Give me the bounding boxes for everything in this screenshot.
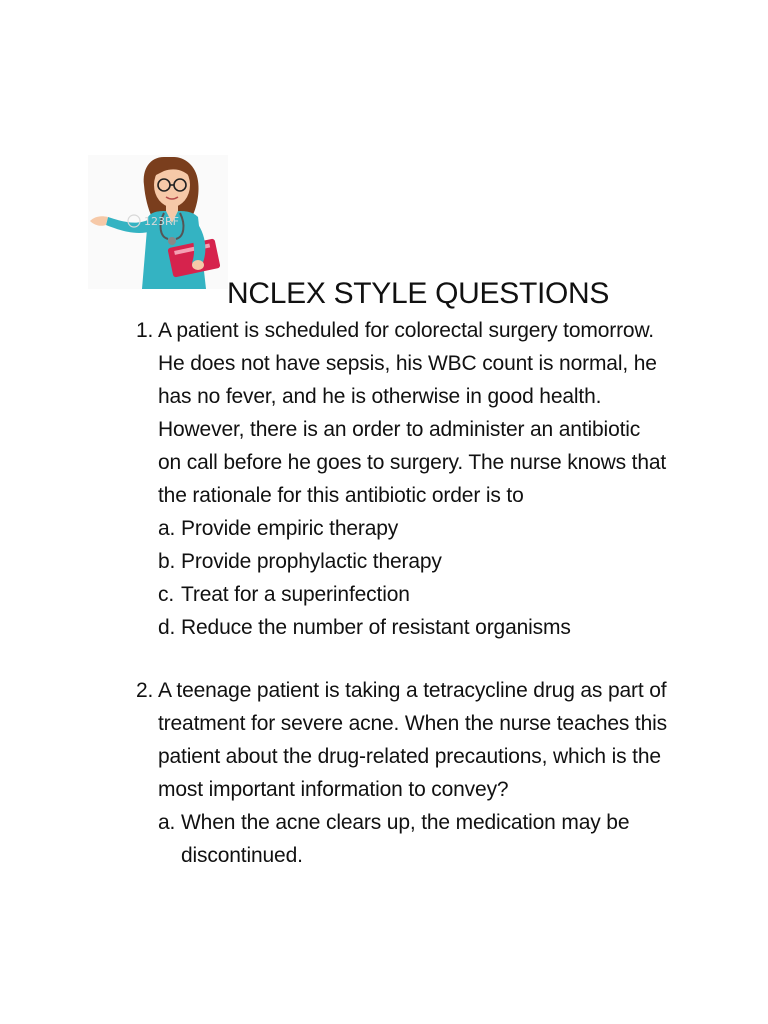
option-letter: a. <box>158 811 176 834</box>
question-text <box>158 314 696 512</box>
option-letter: c. <box>158 583 175 606</box>
option-text: Provide empiric therapy <box>181 517 399 540</box>
stem-line: most important information to convey? <box>158 778 509 801</box>
watermark-text: 123RF <box>144 215 179 228</box>
answer-option-a <box>158 806 696 872</box>
option-text <box>181 806 696 872</box>
question-number: 2. <box>136 679 154 702</box>
stem-line: on call before he goes to surgery. The nurse knows that <box>158 451 667 474</box>
answer-options <box>158 512 696 644</box>
answer-options <box>158 806 696 872</box>
question-stem <box>136 314 696 512</box>
stem-line: He does not have sepsis, his WBC count is normal, he <box>158 352 657 375</box>
option-line: discontinued. <box>181 844 303 867</box>
option-line: When the acne clears up, the medication may be <box>181 811 630 834</box>
question-1 <box>136 314 696 644</box>
option-letter: b. <box>158 550 176 573</box>
answer-option-b <box>158 545 696 578</box>
stem-line: patient about the drug-related precautions, which is the <box>158 745 661 768</box>
option-text: Reduce the number of resistant organisms <box>181 616 571 639</box>
stem-line: treatment for severe acne. When the nurse teaches this <box>158 712 668 735</box>
question-stem <box>136 674 696 806</box>
stem-line: has no fever, and he is otherwise in good health. <box>158 385 602 408</box>
option-letter: a. <box>158 517 176 540</box>
option-text: Provide prophylactic therapy <box>181 550 442 573</box>
answer-option-a <box>158 512 696 545</box>
stem-line: A teenage patient is taking a tetracycline drug as part of <box>158 679 667 702</box>
stem-line: A patient is scheduled for colorectal surgery tomorrow. <box>158 319 654 342</box>
stem-line: the rationale for this antibiotic order is to <box>158 484 524 507</box>
question-text <box>158 674 696 806</box>
answer-option-d <box>158 611 696 644</box>
question-2 <box>136 674 696 872</box>
question-number: 1. <box>136 319 154 342</box>
stem-line: However, there is an order to administer an antibiotic <box>158 418 641 441</box>
page-title: NCLEX STYLE QUESTIONS <box>227 277 610 311</box>
nurse-illustration-icon <box>88 155 228 289</box>
option-letter: d. <box>158 616 176 639</box>
option-text: Treat for a superinfection <box>181 583 410 606</box>
answer-option-c <box>158 578 696 611</box>
